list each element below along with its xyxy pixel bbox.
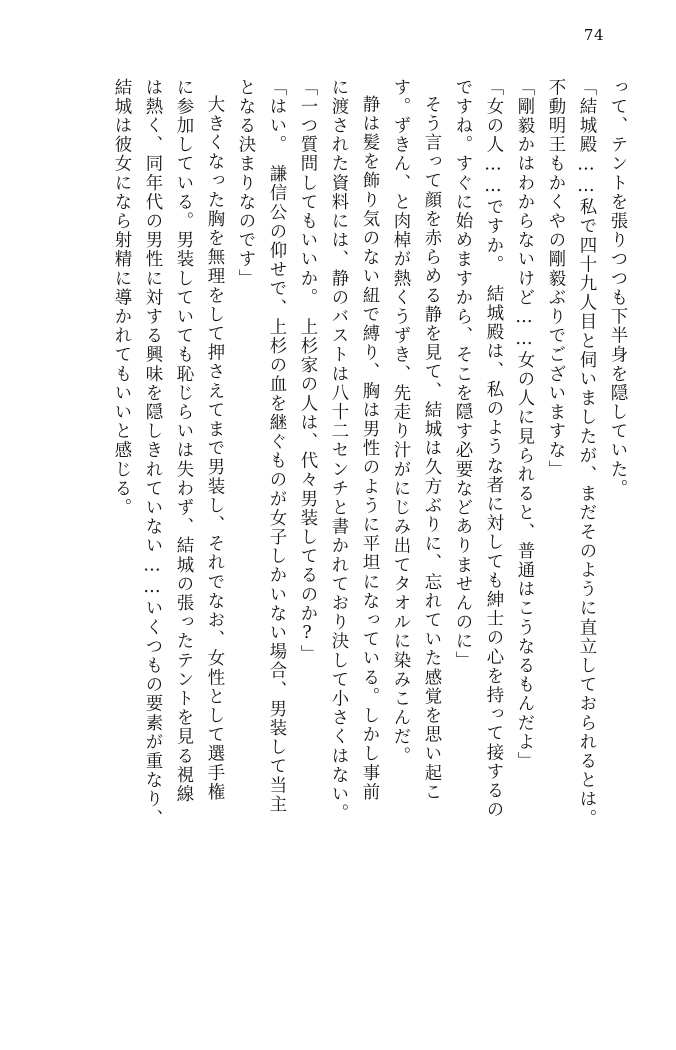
text-line: す。ずきん、と肉棹が熱くうずき、先走り汁がにじみ出てタオルに染みこんだ。 [390, 78, 410, 766]
text-line: 「はい。 謙信公の仰せで、上杉の血を継ぐものが女子しかいない場合、男装して当主 [266, 78, 286, 815]
text-line: 「結城殿……私で四十九人目と伺いましたが、まだそのように直立しておられるとは。 [576, 78, 596, 829]
text-line: 「女の人……ですか。 結城殿は、私のような者に対しても紳士の心を持って接するの [483, 78, 503, 820]
text-line: 結城は彼女になら射精に導かれてもいいと感じる。 [111, 78, 131, 518]
text-line: 大きくなった胸を無理をして押さえてまで男装し、それでなお、女性として選手権 [204, 95, 224, 802]
vertical-text-body [44, 78, 632, 1008]
text-line: 「一つ質問してもいいか。 上杉家の人は、代々男装してるのか?」 [297, 78, 317, 664]
text-line: 「剛毅かはわからないけど……女の人に見られると、普通はこうなるもんだよ」 [514, 78, 534, 771]
text-line: に渡された資料には、静のバストは八十二センチと書かれており決して小さくはない。 [328, 78, 348, 823]
text-line: そう言って顔を赤らめる静を見て、結城は久方ぶりに、忘れていた感覚を思い起こ [421, 95, 441, 802]
text-line: は熱く、同年代の男性に対する興味を隠しきれていない……いくつもの要素が重なり、 [142, 78, 162, 829]
text-line: に参加している。男装していても恥じらいは失わず、結城の張ったテントを見る視線 [173, 78, 193, 804]
page-number: 74 [583, 26, 604, 44]
text-line: ですね。すぐに始めますから、そこを隠す必要などありませんのに」 [452, 78, 472, 671]
text-line: 静は髪を飾り気のない紐で縛り、胸は男性のように平坦になっている。しかし事前 [359, 95, 379, 802]
text-line: となる決まりなのです」 [235, 78, 255, 289]
text-line: 不動明王もかくやの剛毅ぶりでございますな」 [545, 78, 565, 480]
text-line: って、テントを張りつつも下半身を隠していた。 [607, 78, 627, 499]
